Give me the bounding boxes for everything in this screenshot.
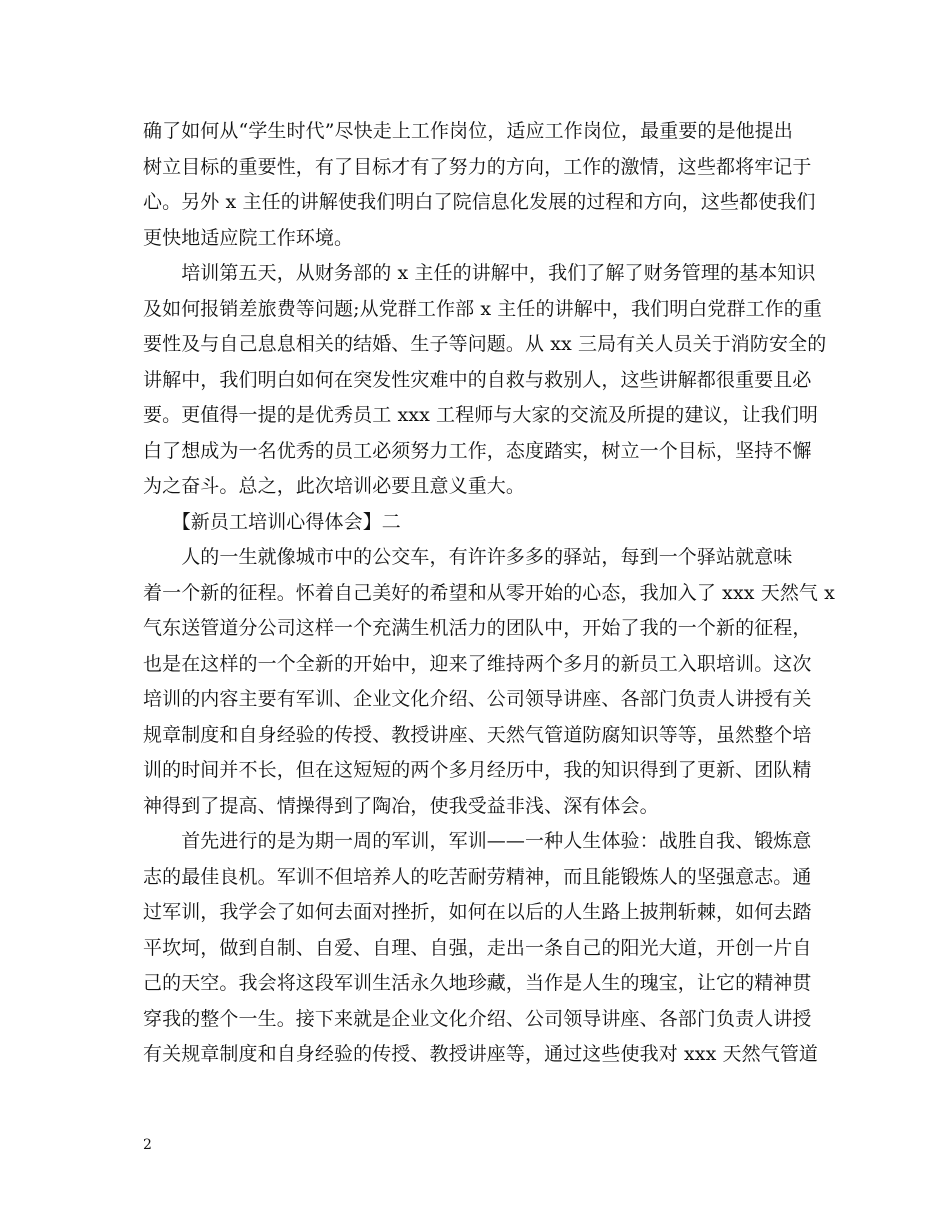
section-heading: 【新员工培训心得体会】二: [143, 510, 401, 533]
text-line: 训的时间并不长，但在这短短的两个多月经历中，我的知识得到了更新、团队精: [143, 759, 812, 781]
text-line: 着一个新的征程。怀着自己美好的希望和从零开始的心态，我加入了 xxx 天然气 x: [143, 581, 835, 604]
text-line: 人的一生就像城市中的公交车，有许许多多的驿站，每到一个驿站就意味: [143, 546, 793, 568]
text-line: 也是在这样的一个全新的开始中，迎来了维持两个多月的新员工入职培训。这次: [143, 652, 812, 675]
text-line: 培训的内容主要有军训、企业文化介绍、公司领导讲座、各部门负责人讲授有关: [143, 688, 812, 710]
text-line: 心。另外 x 主任的讲解使我们明白了院信息化发展的过程和方向，这些都使我们: [143, 191, 816, 213]
text-line: 过军训，我学会了如何去面对挫折，如何在以后的人生路上披荆斩棘，如何去踏: [143, 901, 812, 923]
text-line: 白了想成为一名优秀的员工必须努力工作，态度踏实，树立一个目标，坚持不懈: [143, 439, 812, 462]
text-line: 神得到了提高、情操得到了陶冶，使我受益非浅、深有体会。: [143, 794, 659, 817]
text-line: 己的天空。我会将这段军训生活永久地珍藏，当作是人生的瑰宝，让它的精神贯: [143, 972, 812, 994]
text-line: 及如何报销差旅费等问题;从党群工作部 x 主任的讲解中，我们明白党群工作的重: [143, 297, 822, 320]
text-line: 平坎坷，做到自制、自爱、自理、自强，走出一条自己的阳光大道，开创一片自: [143, 936, 812, 959]
text-line: 讲解中，我们明白如何在突发性灾难中的自救与救别人，这些讲解都很重要且必: [143, 368, 812, 391]
text-line: 规章制度和自身经验的传授、教授讲座、天然气管道防腐知识等等，虽然整个培: [143, 723, 812, 746]
text-line: 有关规章制度和自身经验的传授、教授讲座等，通过这些使我对 xxx 天然气管道: [143, 1043, 819, 1065]
text-line: 树立目标的重要性，有了目标才有了努力的方向，工作的激情，这些都将牢记于: [143, 155, 812, 178]
page-number: 2: [143, 1137, 152, 1153]
text-line: 更快地适应院工作环境。: [143, 226, 354, 249]
text-line: 确了如何从“学生时代”尽快走上工作岗位，适应工作岗位，最重要的是他提出: [143, 120, 793, 142]
text-line: 培训第五天，从财务部的 x 主任的讲解中，我们了解了财务管理的基本知识: [143, 262, 816, 284]
text-line: 要。更值得一提的是优秀员工 xxx 工程师与大家的交流及所提的建议，让我们明: [143, 404, 819, 426]
text-line: 首先进行的是为期一周的军训，军训——一种人生体验：战胜自我、锻炼意: [143, 830, 812, 852]
text-line: 志的最佳良机。军训不但培养人的吃苦耐劳精神，而且能锻炼人的坚强意志。通: [143, 865, 812, 888]
text-line: 气东送管道分公司这样一个充满生机活力的团队中，开始了我的一个新的征程，: [143, 617, 812, 639]
body-text: [143, 114, 835, 1073]
text-line: 穿我的整个一生。接下来就是企业文化介绍、公司领导讲座、各部门负责人讲授: [143, 1007, 812, 1030]
text-line: 要性及与自己息息相关的结婚、生子等问题。从 xx 三局有关人员关于消防安全的: [143, 333, 827, 355]
text-line: 为之奋斗。总之，此次培训必要且意义重大。: [143, 475, 526, 497]
